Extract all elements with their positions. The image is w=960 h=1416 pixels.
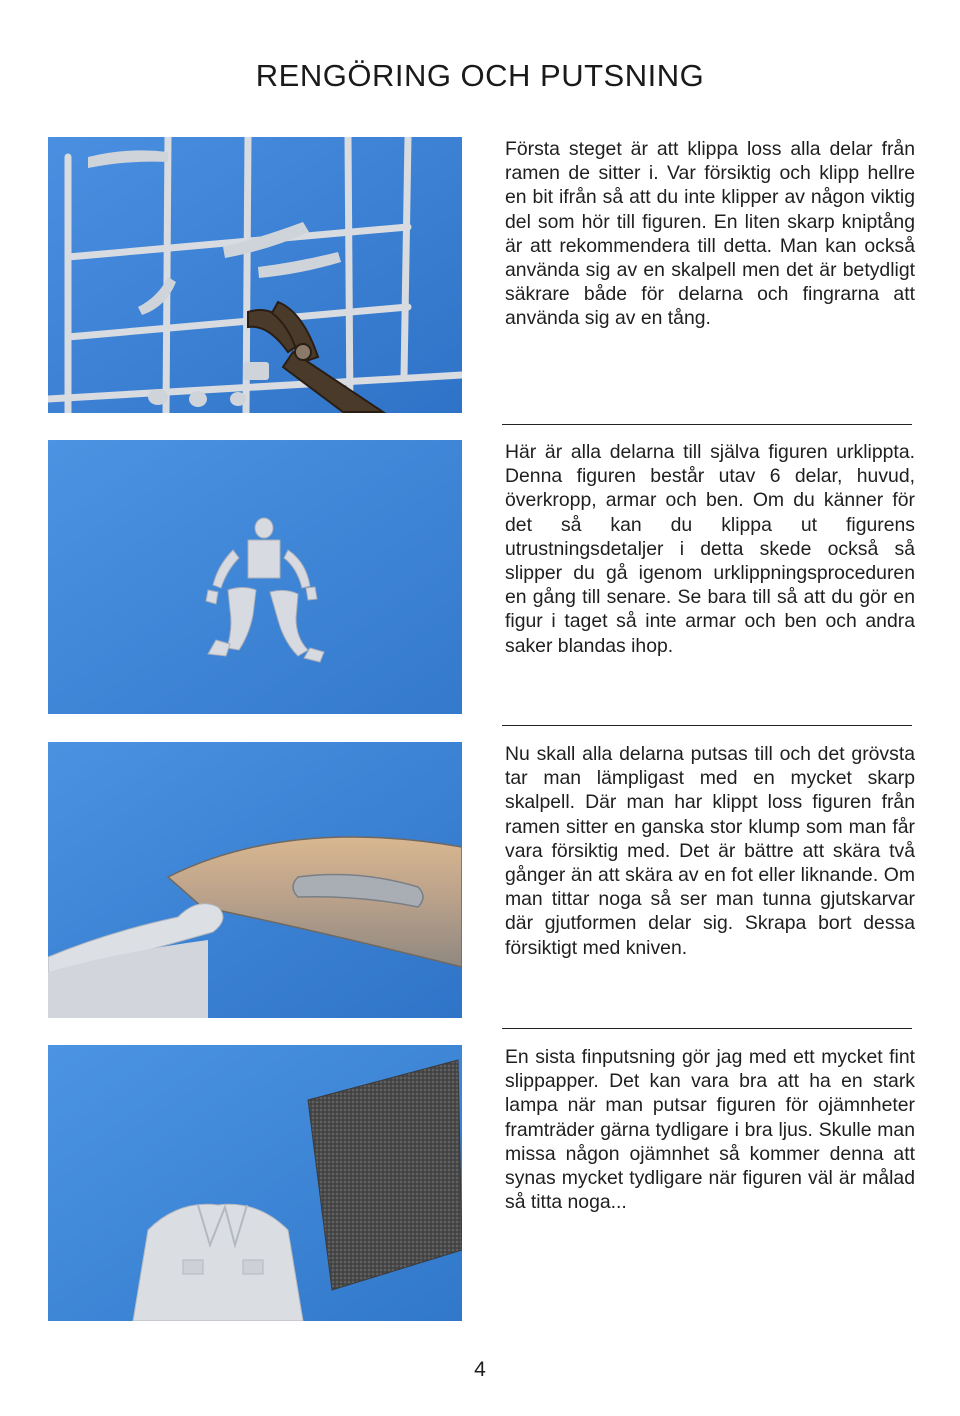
section-1-text: Första steget är att klippa loss alla delar från ramen de sitter i. Var försiktig och klipp hellre en bit ifrån så att du inte klipper av någon viktig del som hör till figuren. En liten skarp kniptång är att rekommendera till detta. Man kan också använda sig av en skalpell men det är betydligt säkrare både för delarna och fingrarna att använda sig av en tång. (505, 138, 915, 330)
section-3-text: Nu skall alla delarna putsas till och det grövsta tar man lämpligast med en mycket skarp skalpell. Där man har klippt loss figuren från ramen sitter en ganska stor klump som man får vara försiktig med. Det är bättre att skära två gånger än att skära av en fot eller liknande. Om man tittar noga så ser man tunna gjutskarvar där gjutformen delar sig. Skrapa bort dessa försiktigt med kniven. (505, 743, 915, 959)
page-number: 4 (474, 1358, 486, 1381)
photo-scalpel-trimming (48, 742, 462, 1018)
section-4-text: En sista finputsning gör jag med ett mycket fint slippapper. Det kan vara bra att ha en stark lampa när man putsar figuren för ojämnheter framträder gärna tydligare i bra ljus. Skulle man missa någon ojämnhet så kommer denna att synas mycket tydligare när figuren väl är målad så titta noga... (505, 1046, 915, 1214)
section-divider (502, 725, 912, 726)
section-divider (502, 424, 912, 425)
photo-sandpaper-finishing (48, 1045, 462, 1321)
section-divider (502, 1028, 912, 1029)
section-2-text: Här är alla delarna till själva figuren urklippta. Denna figuren består utav 6 delar, huvud, överkropp, armar och ben. Om du känner för det så kan du klippa ut figurens utrustningsdetaljer i detta skede också så slipper du gå igenom urklippningsproceduren en gång till senare. Se bara till så att du gör en figur i taget så inte armar och ben och andra saker blandas ihop. (505, 441, 915, 657)
photo-figure-parts (48, 440, 462, 714)
page-title: RENGÖRING OCH PUTSNING (255, 58, 705, 93)
photo-sprue-cutting (48, 137, 462, 413)
